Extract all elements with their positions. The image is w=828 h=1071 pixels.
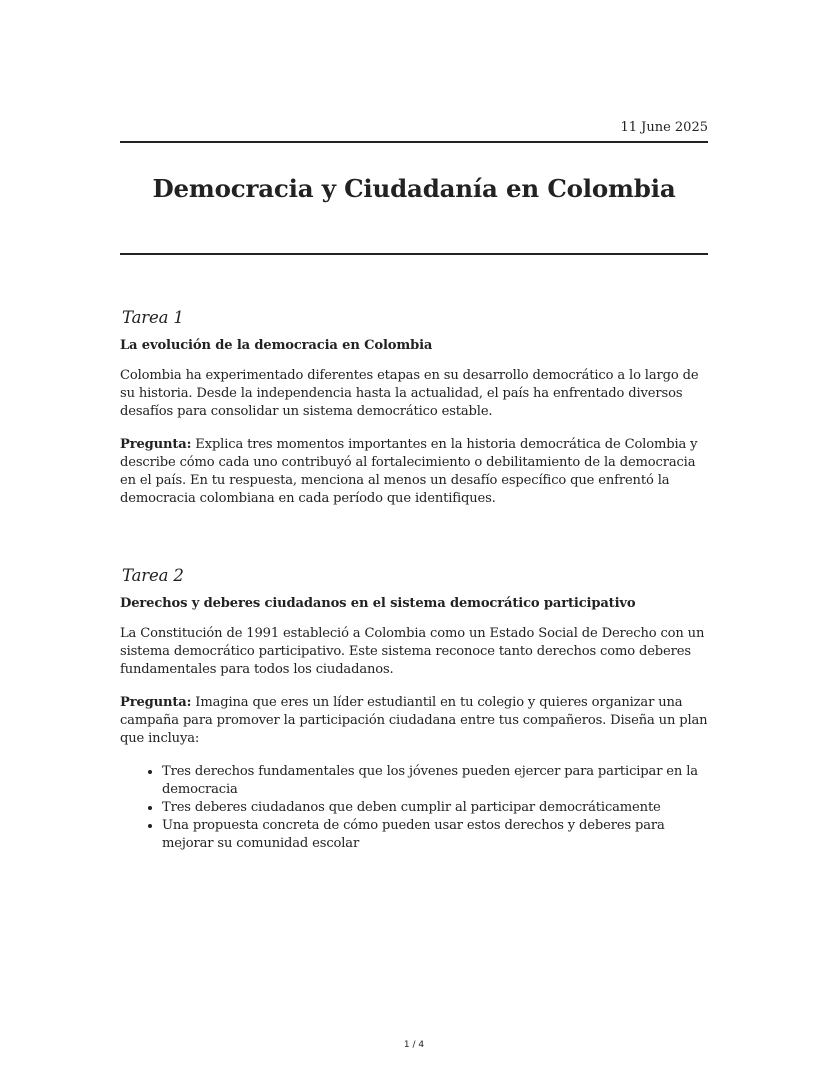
task-question [120, 694, 708, 748]
task-heading: Tarea 2 [122, 566, 184, 585]
document-date: 11 June 2025 [620, 120, 708, 135]
task-subheading: Derechos y deberes ciudadanos en el sistema democrático participativo [120, 596, 636, 611]
task-subheading: La evolución de la democracia en Colombia [120, 338, 433, 353]
plan-list [120, 763, 708, 853]
title-rule [120, 253, 708, 255]
task-heading: Tarea 1 [122, 308, 184, 327]
question-text: Explica tres momentos importantes en la historia democrática de Colombia y describe cómo cada uno contribuyó al fortalecimiento o debilitamiento de la democracia en el país. En tu respuesta, menciona al menos un desafío específico que enfrentó la democracia colombiana en cada período que identifiques. [120, 437, 698, 506]
list-item: • Tres deberes ciudadanos que deben cumplir al participar democráticamente [162, 799, 708, 817]
task-2 [120, 567, 708, 853]
list-item: • Tres derechos fundamentales que los jóvenes pueden ejercer para participar en la democracia [162, 763, 708, 799]
question-label: Pregunta: [120, 437, 192, 452]
page-number: 1 / 4 [403, 1040, 425, 1050]
question-label: Pregunta: [120, 695, 192, 710]
task-question [120, 436, 708, 508]
task-1 [120, 309, 708, 523]
task-paragraph: La Constitución de 1991 estableció a Colombia como un Estado Social de Derecho con un sistema democrático participativo. Este sistema reconoce tanto derechos como deberes fundamentales para todos los ciudadanos. [120, 626, 705, 677]
header-rule [120, 141, 708, 143]
list-item: • Una propuesta concreta de cómo pueden usar estos derechos y deberes para mejorar su comunidad escolar [162, 817, 708, 853]
question-text: Imagina que eres un líder estudiantil en tu colegio y quieres organizar una campaña para promover la participación ciudadana entre tus compañeros. Diseña un plan que incluya: [120, 695, 708, 746]
task-paragraph: Colombia ha experimentado diferentes etapas en su desarrollo democrático a lo largo de su historia. Desde la independencia hasta la actualidad, el país ha enfrentado diversos desafíos para consolidar un sistema democrático estable. [120, 368, 699, 419]
page-title: Democracia y Ciudadanía en Colombia [152, 174, 676, 203]
